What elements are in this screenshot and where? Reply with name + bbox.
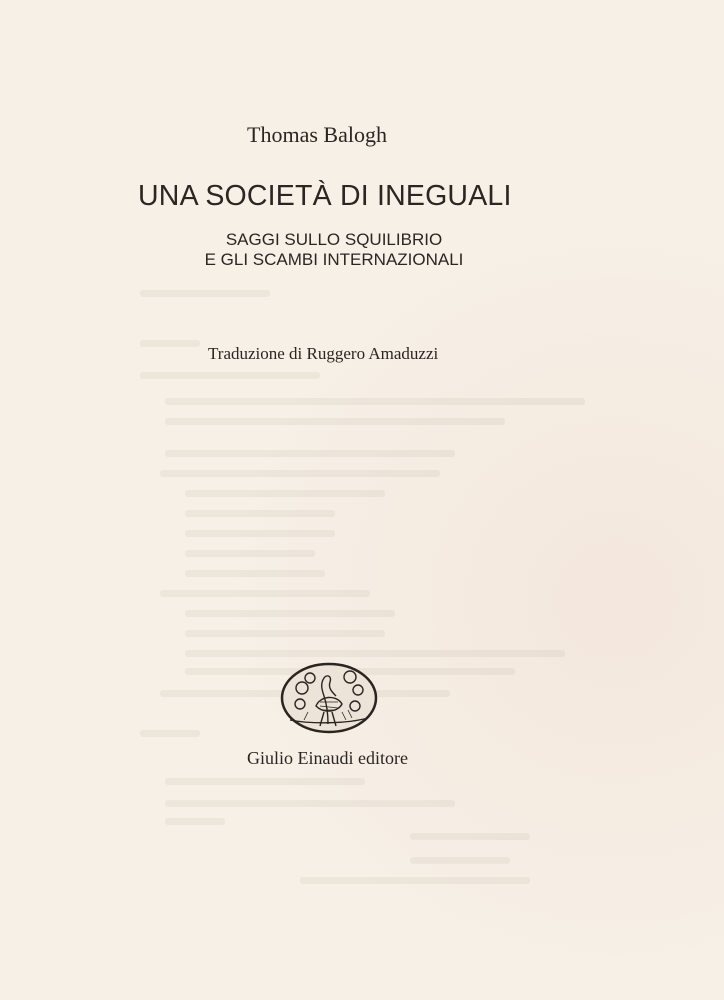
book-title: UNA SOCIETÀ DI INEGUALI — [138, 180, 512, 212]
author-name: Thomas Balogh — [247, 122, 387, 147]
translator-credit: Traduzione di Ruggero Amaduzzi — [208, 344, 439, 363]
einaudi-ostrich-logo-icon — [280, 662, 378, 739]
subtitle-line-2: E GLI SCAMBI INTERNAZIONALI — [204, 250, 464, 269]
publisher-name: Giulio Einaudi editore — [247, 748, 408, 768]
subtitle-line-1: SAGGI SULLO SQUILIBRIO — [225, 230, 443, 249]
